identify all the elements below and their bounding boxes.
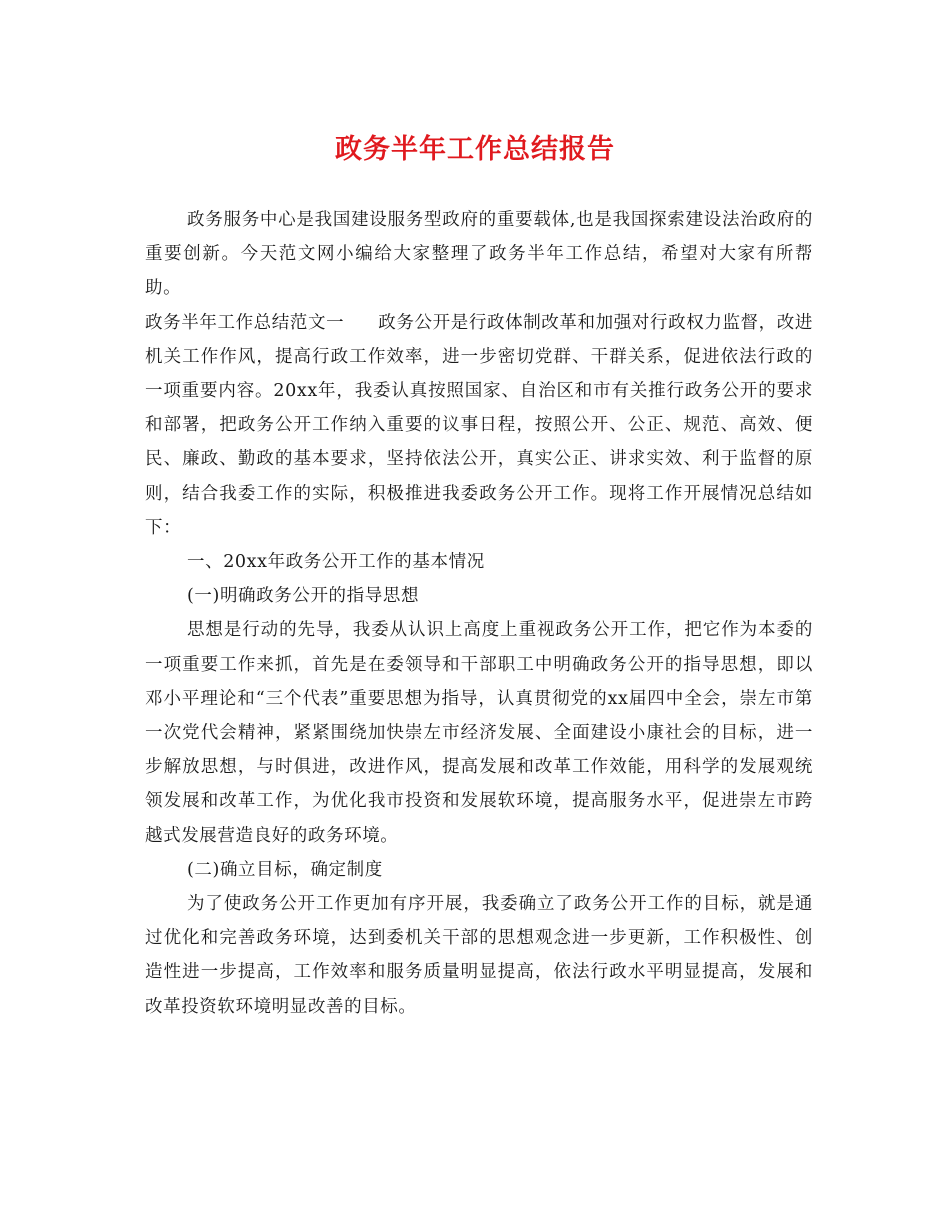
subsection-heading-1: (一)明确政务公开的指导思想: [187, 586, 420, 607]
sample-label: 政务半年工作总结范文一: [145, 312, 345, 333]
intro-paragraph: 政务服务中心是我国建设服务型政府的重要载体,也是我国探索建设法治政府的重要创新。今天范文网小编给大家整理了政务半年工作总结，希望对大家有所帮助。: [145, 210, 813, 299]
sample-paragraph: [145, 306, 813, 545]
document-title: 政务半年工作总结报告: [335, 134, 615, 165]
section-heading-1: 一、20xx年政务公开工作的基本情况: [187, 552, 485, 573]
subsection-2-paragraph: 为了使政务公开工作更加有序开展，我委确立了政务公开工作的目标，就是通过优化和完善政务环境，达到委机关干部的思想观念进一步更新，工作积极性、创造性进一步提高，工作效率和服务质量明显提高，依法行政水平明显提高，发展和改革投资软环境明显改善的目标。: [145, 894, 813, 1017]
document-body: [145, 203, 813, 1024]
sample-body: 政务公开是行政体制改革和加强对行政权力监督，改进机关工作作风，提高行政工作效率，进一步密切党群、干群关系，促进依法行政的一项重要内容。20xx年，我委认真按照国家、自治区和市有关推行政务公开的要求和部署，把政务公开工作纳入重要的议事日程，按照公开、公正、规范、高效、便民、廉政、勤政的基本要求，坚持依法公开，真实公正、讲求实效、利于监督的原则，结合我委工作的实际，积极推进我委政务公开工作。现将工作开展情况总结如下：: [145, 312, 813, 538]
subsection-1-paragraph: 思想是行动的先导，我委从认识上高度上重视政务公开工作，把它作为本委的一项重要工作来抓，首先是在委领导和干部职工中明确政务公开的指导思想，即以邓小平理论和“三个代表”重要思想为指导，认真贯彻党的xx届四中全会，崇左市第一次党代会精神，紧紧围绕加快崇左市经济发展、全面建设小康社会的目标，进一步解放思想，与时俱进，改进作风，提高发展和改革工作效能，用科学的发展观统领发展和改革工作，为优化我市投资和发展软环境，提高服务水平，促进崇左市跨越式发展营造良好的政务环境。: [145, 620, 813, 846]
subsection-heading-2: (二)确立目标，确定制度: [187, 859, 383, 880]
